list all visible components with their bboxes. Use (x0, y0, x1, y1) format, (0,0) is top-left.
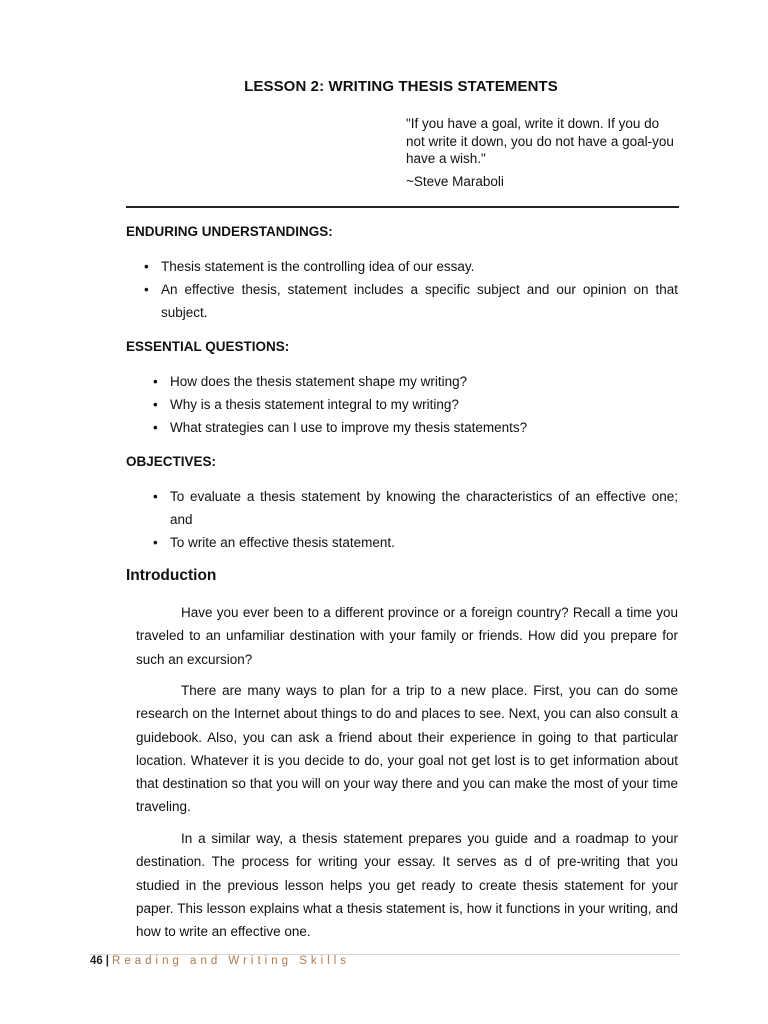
intro-paragraph-3: In a similar way, a thesis statement prepares you guide and a roadmap to your destination. The process for writing your essay. It serves as d of pre-writing that you studied in the previous lesson helps you get ready to create thesis statement for your paper. This lesson explains what a thesis statement is, how it functions in your writing, and how to write an effective one. (136, 831, 678, 940)
enduring-understandings-list (144, 255, 678, 324)
epigraph-author: ~Steve Maraboli (406, 174, 504, 189)
list-item (153, 393, 678, 416)
list-item (144, 278, 678, 324)
bullet-icon: • (153, 397, 158, 412)
list-item-text: How does the thesis statement shape my writing? (170, 374, 468, 389)
essential-questions-list (153, 370, 678, 439)
list-item (153, 531, 678, 554)
list-item-text: Why is a thesis statement integral to my writing? (170, 397, 459, 412)
list-item-text: To write an effective thesis statement. (170, 535, 395, 550)
bullet-icon: • (153, 420, 158, 435)
page-number: 46 (90, 955, 103, 967)
page-footer (90, 955, 350, 967)
book-title: Reading and Writing Skills (112, 955, 351, 967)
footer-separator: | (105, 955, 110, 967)
list-item-text: What strategies can I use to improve my thesis statements? (170, 420, 528, 435)
objectives-list (153, 485, 678, 554)
list-item-text: An effective thesis, statement includes a specific subject and our opinion on that subject. (161, 282, 678, 320)
essential-questions-heading: ESSENTIAL QUESTIONS: (126, 339, 290, 354)
list-item-text: Thesis statement is the controlling idea of our essay. (161, 259, 475, 274)
list-item (144, 255, 678, 278)
list-item (153, 485, 678, 531)
enduring-understandings-heading: ENDURING UNDERSTANDINGS: (126, 224, 333, 239)
epigraph-quote: "If you have a goal, write it down. If you do not write it down, you do not have a goal-you have a wish." (406, 116, 674, 166)
bullet-icon: • (153, 374, 158, 389)
bullet-icon: • (144, 259, 149, 274)
lesson-title: LESSON 2: WRITING THESIS STATEMENTS (244, 78, 558, 95)
intro-paragraph-1: Have you ever been to a different province or a foreign country? Recall a time you traveled to an unfamiliar destination with your family or friends. How did you prepare for such an excursion? (136, 605, 678, 667)
objectives-heading: OBJECTIVES: (126, 454, 217, 469)
intro-paragraph-2: There are many ways to plan for a trip to a new place. First, you can do some research on the Internet about things to do and places to see. Next, you can also consult a guidebook. Also, you can ask a friend about their experience in going to that particular location. Whatever it is you decide to do, your goal not get lost is to get information about that destination so that you will on your way there and you can make the most of your time traveling. (136, 683, 678, 815)
list-item (153, 416, 678, 439)
introduction-heading: Introduction (126, 567, 217, 584)
bullet-icon: • (153, 535, 158, 550)
section-divider (126, 206, 679, 208)
bullet-icon: • (153, 489, 158, 504)
list-item-text: To evaluate a thesis statement by knowing the characteristics of an effective one; and (170, 489, 678, 527)
bullet-icon: • (144, 282, 149, 297)
list-item (153, 370, 678, 393)
